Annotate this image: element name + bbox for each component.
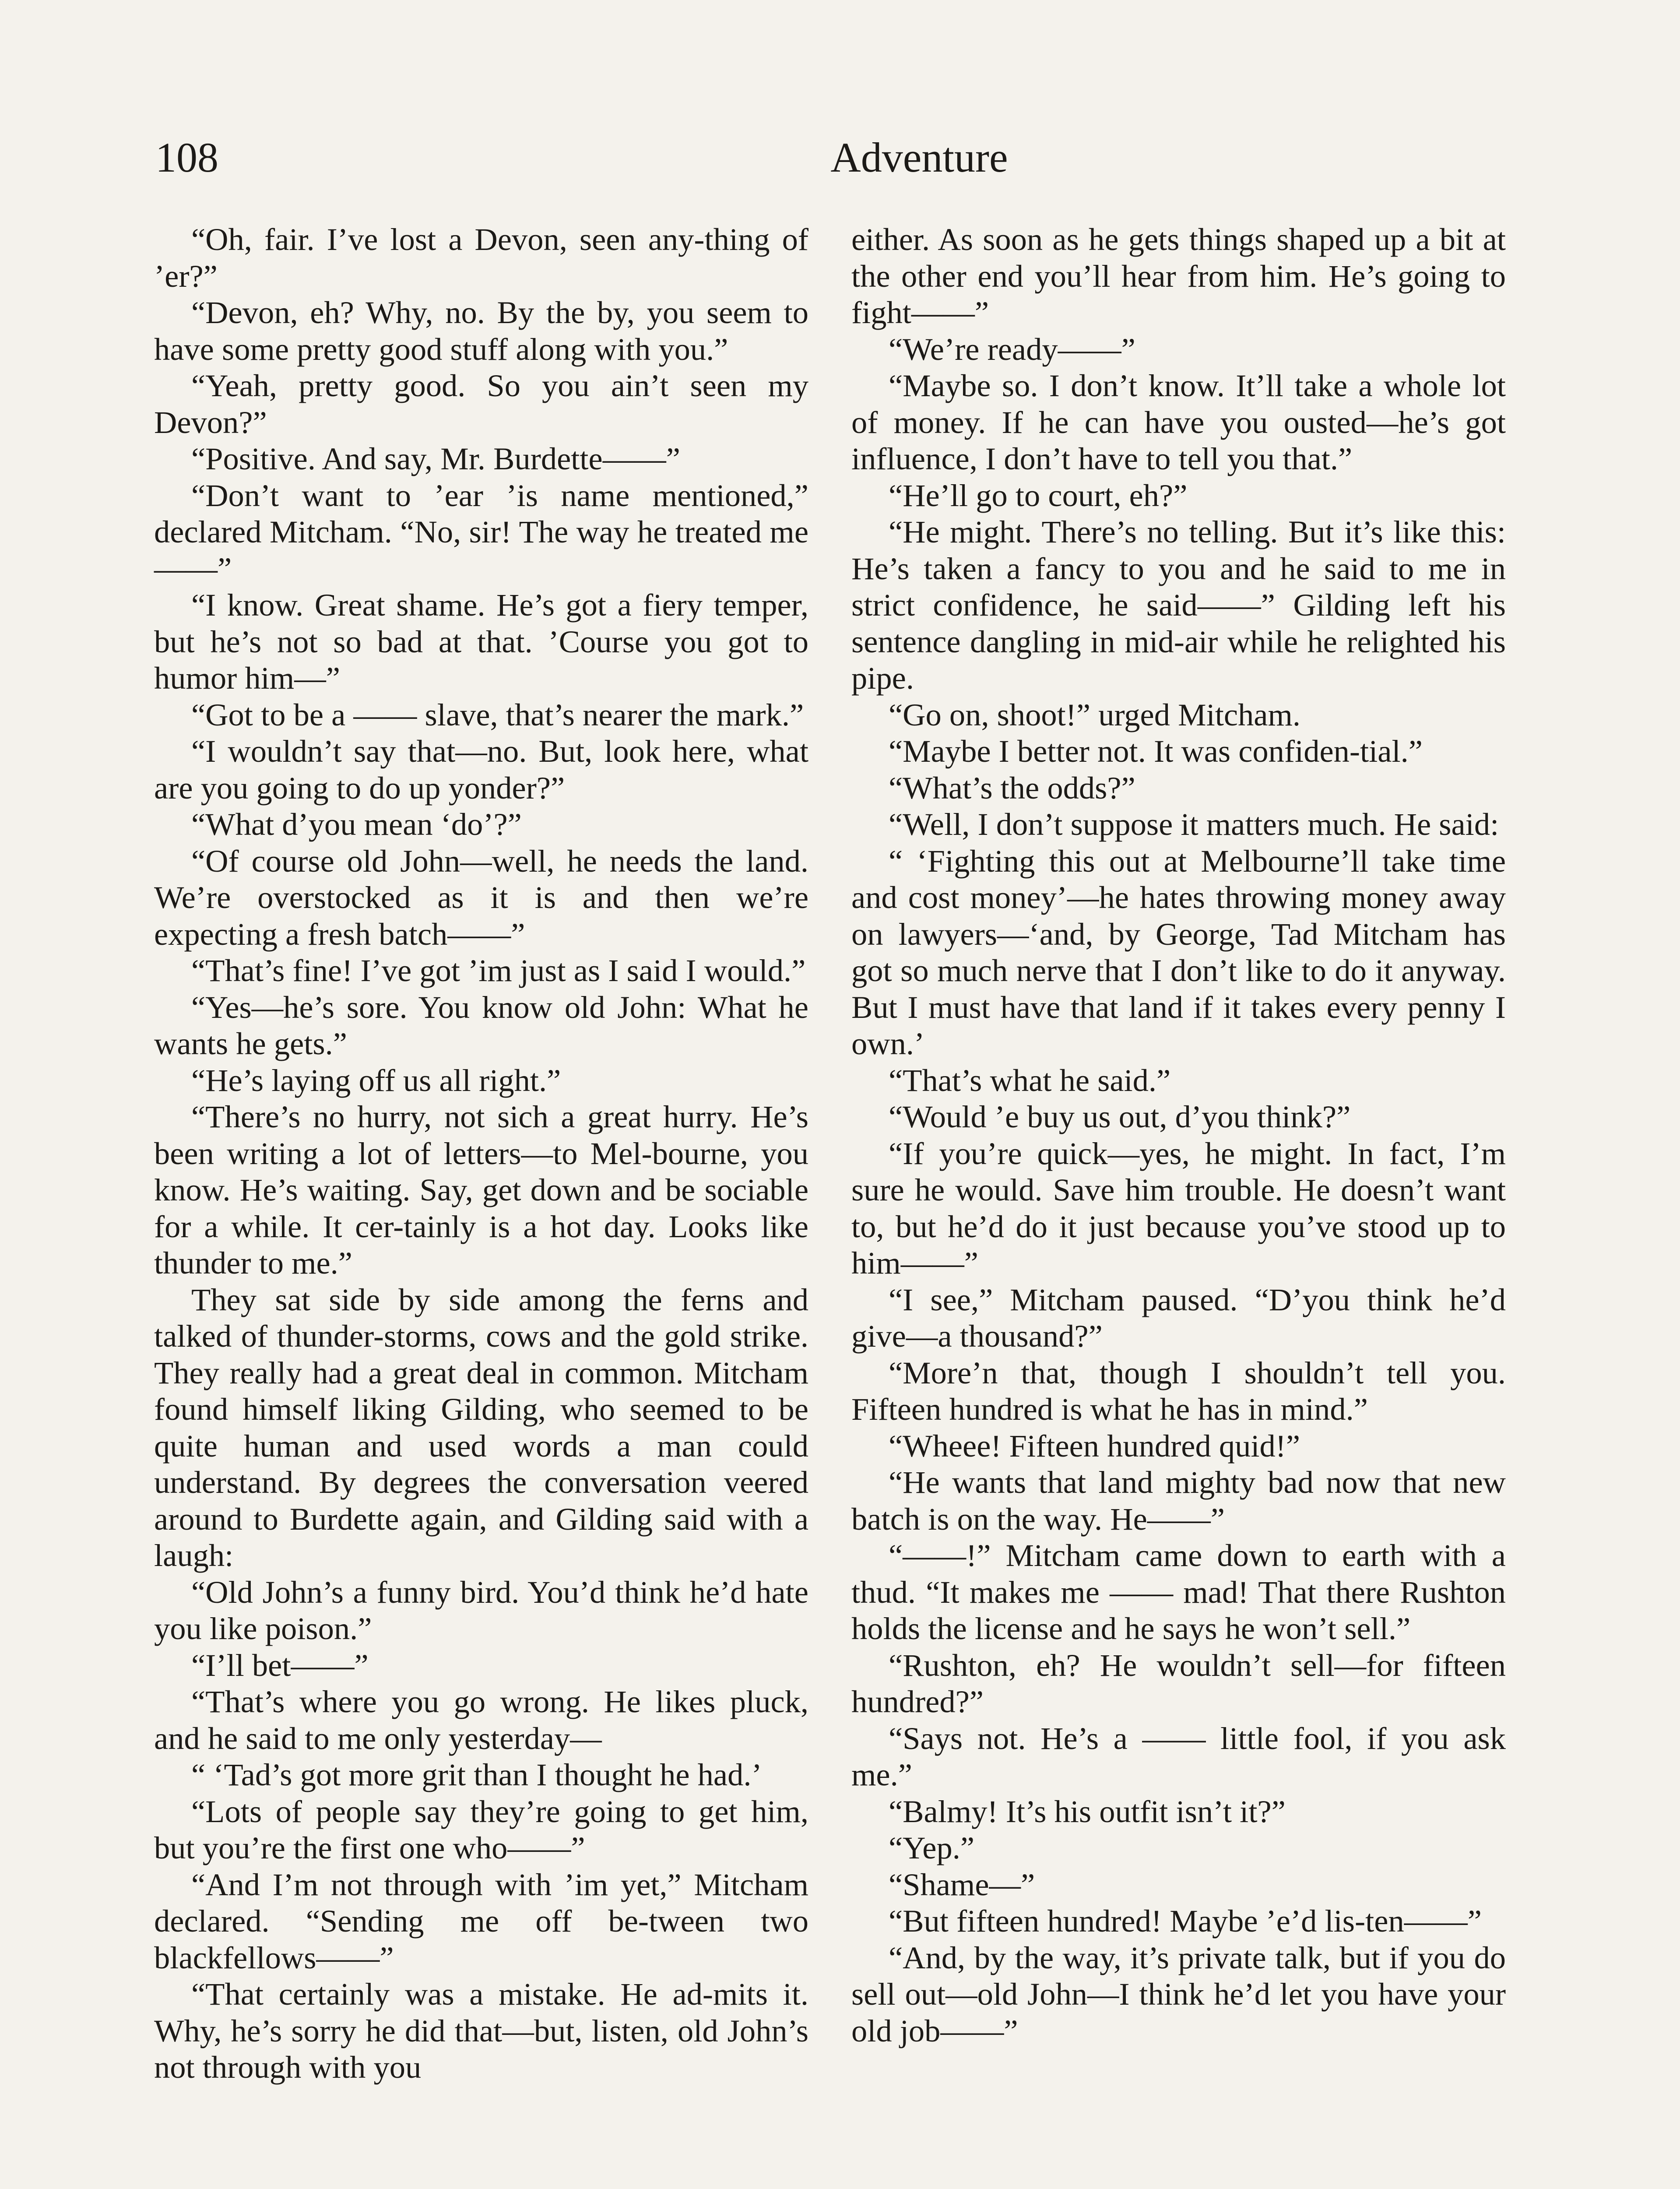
paragraph: “Don’t want to ’ear ’is name mentioned,” declared Mitcham. “No, sir! The way he treated me——” bbox=[154, 477, 808, 586]
paragraph: “I know. Great shame. He’s got a fiery temper, but he’s not so bad at that. ’Course you got to humor him—” bbox=[154, 587, 808, 696]
paragraph: “Balmy! It’s his outfit isn’t it?” bbox=[889, 1793, 1286, 1829]
paragraph: “Got to be a —— slave, that’s nearer the mark.” bbox=[191, 697, 804, 732]
right-column bbox=[851, 221, 1506, 2049]
paragraph: “He might. There’s no telling. But it’s like this: He’s taken a fancy to you and he said to me in strict confidence, he said——” Gilding left his sentence dangling in mid-air while he relighted his pipe. bbox=[851, 514, 1506, 696]
paragraph: “Oh, fair. I’ve lost a Devon, seen any-thing of ’er?” bbox=[154, 222, 808, 294]
paragraph: “And I’m not through with ’im yet,” Mitcham declared. “Sending me off be-tween two blackfellows——” bbox=[154, 1866, 808, 1975]
paragraph: “That’s fine! I’ve got ’im just as I said I would.” bbox=[191, 953, 806, 988]
paragraph: “There’s no hurry, not sich a great hurry. He’s been writing a lot of letters—to Mel-bourne, you know. He’s waiting. Say, get down and be sociable for a while. It cer-tainly is a hot day. Looks like thunder to me.” bbox=[154, 1099, 808, 1281]
paragraph: “More’n that, though I shouldn’t tell you. Fifteen hundred is what he has in mind.” bbox=[851, 1355, 1506, 1427]
paragraph: “Positive. And say, Mr. Burdette——” bbox=[191, 441, 680, 476]
paragraph: “That certainly was a mistake. He ad-mits it. Why, he’s sorry he did that—but, listen, old John’s not through with you bbox=[154, 1976, 808, 2085]
paragraph: “Of course old John—well, he needs the land. We’re overstocked as it is and then we’re expecting a fresh batch——” bbox=[154, 843, 808, 952]
paragraph: “Lots of people say they’re going to get him, but you’re the first one who——” bbox=[154, 1793, 808, 1865]
paragraph: “Maybe so. I don’t know. It’ll take a whole lot of money. If he can have you ousted—he’s got influence, I don’t have to tell you that.” bbox=[851, 368, 1506, 476]
paragraph: “Rushton, eh? He wouldn’t sell—for fifteen hundred?” bbox=[851, 1647, 1506, 1719]
running-title: Adventure bbox=[830, 134, 1008, 181]
paragraph: “He’ll go to court, eh?” bbox=[889, 477, 1188, 513]
paragraph: “Would ’e buy us out, d’you think?” bbox=[889, 1099, 1351, 1134]
paragraph: “ ‘Tad’s got more grit than I thought he had.’ bbox=[191, 1757, 762, 1792]
paragraph: “Yeah, pretty good. So you ain’t seen my Devon?” bbox=[154, 368, 808, 440]
paragraph: “He wants that land mighty bad now that new batch is on the way. He——” bbox=[851, 1464, 1506, 1537]
paragraph: either. As soon as he gets things shaped up a bit at the other end you’ll hear from him. He’s going to fight——” bbox=[851, 222, 1506, 330]
paragraph: “——!” Mitcham came down to earth with a thud. “It makes me —— mad! That there Rushton holds the license and he says he won’t sell.” bbox=[851, 1538, 1506, 1646]
paragraph: “Devon, eh? Why, no. By the by, you seem to have some pretty good stuff along with you.” bbox=[154, 295, 808, 367]
paragraph: “What’s the odds?” bbox=[889, 770, 1135, 806]
paragraph: “ ‘Fighting this out at Melbourne’ll take time and cost money’—he hates throwing money away on lawyers—‘and, by George, Tad Mitcham has got so much nerve that I don’t like to do it anyway. But I must have that land if it takes every penny I own.’ bbox=[851, 843, 1506, 1061]
paragraph: “Old John’s a funny bird. You’d think he’d hate you like poison.” bbox=[154, 1574, 808, 1646]
paragraph: “Yep.” bbox=[889, 1830, 975, 1865]
paragraph: “He’s laying off us all right.” bbox=[191, 1062, 561, 1098]
paragraph: “That’s where you go wrong. He likes pluck, and he said to me only yesterday— bbox=[154, 1684, 808, 1756]
paragraph: “Shame—” bbox=[889, 1866, 1035, 1902]
page-number: 108 bbox=[155, 134, 218, 181]
paragraph: “And, by the way, it’s private talk, but if you do sell out—old John—I think he’d let you have your old job——” bbox=[851, 1939, 1506, 2048]
paragraph: “Yes—he’s sore. You know old John: What he wants he gets.” bbox=[154, 989, 808, 1061]
paragraph: “Maybe I better not. It was confiden-tial.” bbox=[889, 733, 1423, 769]
paragraph: “What d’you mean ‘do’?” bbox=[191, 806, 522, 842]
paragraph: “Says not. He’s a —— little fool, if you ask me.” bbox=[851, 1720, 1506, 1792]
paragraph: “I’ll bet——” bbox=[191, 1647, 369, 1683]
paragraph: “I see,” Mitcham paused. “D’you think he’d give—a thousand?” bbox=[851, 1281, 1506, 1354]
paragraph: “Wheee! Fifteen hundred quid!” bbox=[889, 1428, 1300, 1464]
paragraph: “Go on, shoot!” urged Mitcham. bbox=[889, 697, 1300, 732]
left-column bbox=[154, 221, 808, 2086]
paragraph: “We’re ready——” bbox=[889, 331, 1135, 367]
paragraph: “That’s what he said.” bbox=[889, 1062, 1171, 1098]
paragraph: They sat side by side among the ferns and talked of thunder-storms, cows and the gold strike. They really had a great deal in common. Mitcham found himself liking Gilding, who seemed to be quite human and used words a man could understand. By degrees the conversation veered around to Burdette again, and Gilding said with a laugh: bbox=[154, 1281, 808, 1573]
paragraph: “Well, I don’t suppose it matters much. He said: bbox=[889, 806, 1499, 842]
paragraph: “If you’re quick—yes, he might. In fact, I’m sure he would. Save him trouble. He doesn’t want to, but he’d do it just because you’ve stood up to him——” bbox=[851, 1135, 1506, 1281]
paragraph: “I wouldn’t say that—no. But, look here, what are you going to do up yonder?” bbox=[154, 733, 808, 806]
paragraph: “But fifteen hundred! Maybe ’e’d lis-ten——” bbox=[889, 1903, 1482, 1939]
